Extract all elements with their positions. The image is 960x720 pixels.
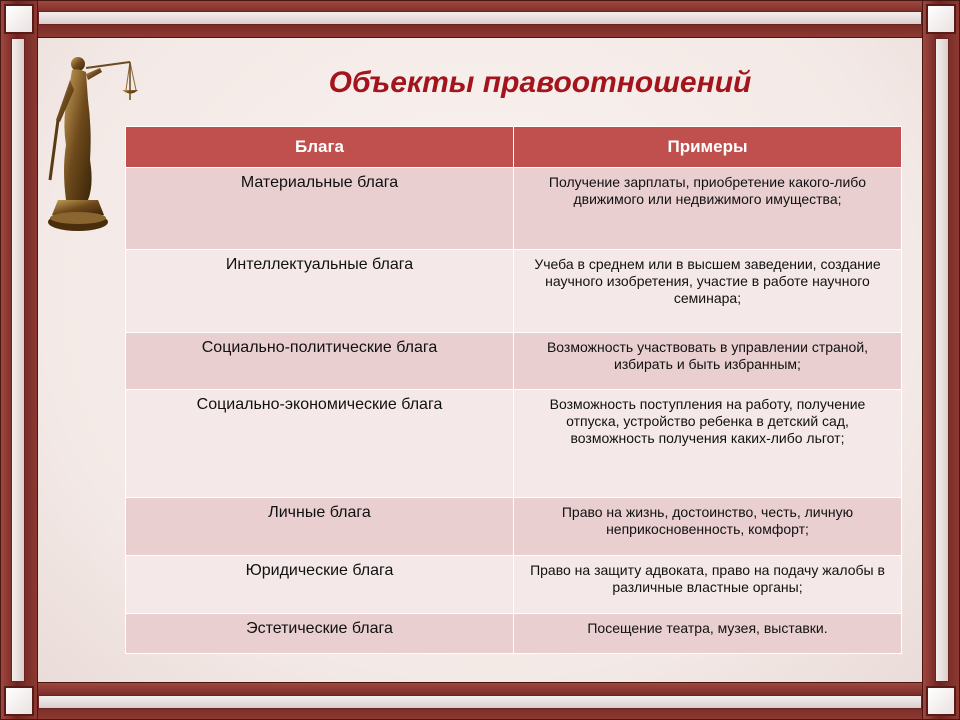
frame-corner-bottom-left [4, 686, 34, 716]
table-row [126, 498, 902, 556]
row-examples: Право на защиту адвоката, право на подачу жалобы в различные властные органы; [514, 556, 902, 614]
row-category: Эстетические блага [126, 614, 514, 654]
table-row [126, 614, 902, 654]
row-examples: Возможность поступления на работу, получение отпуска, устройство ребенка в детский сад, возможность получения каких-либо льгот; [514, 390, 902, 498]
row-category: Материальные блага [126, 168, 514, 250]
row-category: Социально-экономические блага [126, 390, 514, 498]
frame-corner-bottom-right [926, 686, 956, 716]
frame-strip-bottom [38, 695, 922, 709]
row-category: Личные блага [126, 498, 514, 556]
page-title: Объекты правоотношений [328, 66, 752, 99]
frame-corner-top-right [926, 4, 956, 34]
row-examples: Возможность участвовать в управлении страной, избирать и быть избранным; [514, 333, 902, 390]
row-category: Социально-политические блага [126, 333, 514, 390]
table-row [126, 250, 902, 333]
table-row [126, 390, 902, 498]
objects-table [125, 126, 902, 654]
row-category: Интеллектуальные блага [126, 250, 514, 333]
table-row [126, 556, 902, 614]
row-examples: Право на жизнь, достоинство, честь, личную неприкосновенность, комфорт; [514, 498, 902, 556]
frame-strip-left [11, 38, 25, 682]
table-row [126, 333, 902, 390]
table-row [126, 168, 902, 250]
header-benefits: Блага [126, 127, 514, 168]
header-examples: Примеры [514, 127, 902, 168]
row-examples: Посещение театра, музея, выставки. [514, 614, 902, 654]
row-examples: Получение зарплаты, приобретение какого-либо движимого или недвижимого имущества; [514, 168, 902, 250]
row-examples: Учеба в среднем или в высшем заведении, создание научного изобретения, участие в работе научного семинара; [514, 250, 902, 333]
row-category: Юридические блага [126, 556, 514, 614]
frame-strip-right [935, 38, 949, 682]
frame-strip-top [38, 11, 922, 25]
frame-corner-top-left [4, 4, 34, 34]
table-header-row [126, 127, 902, 168]
